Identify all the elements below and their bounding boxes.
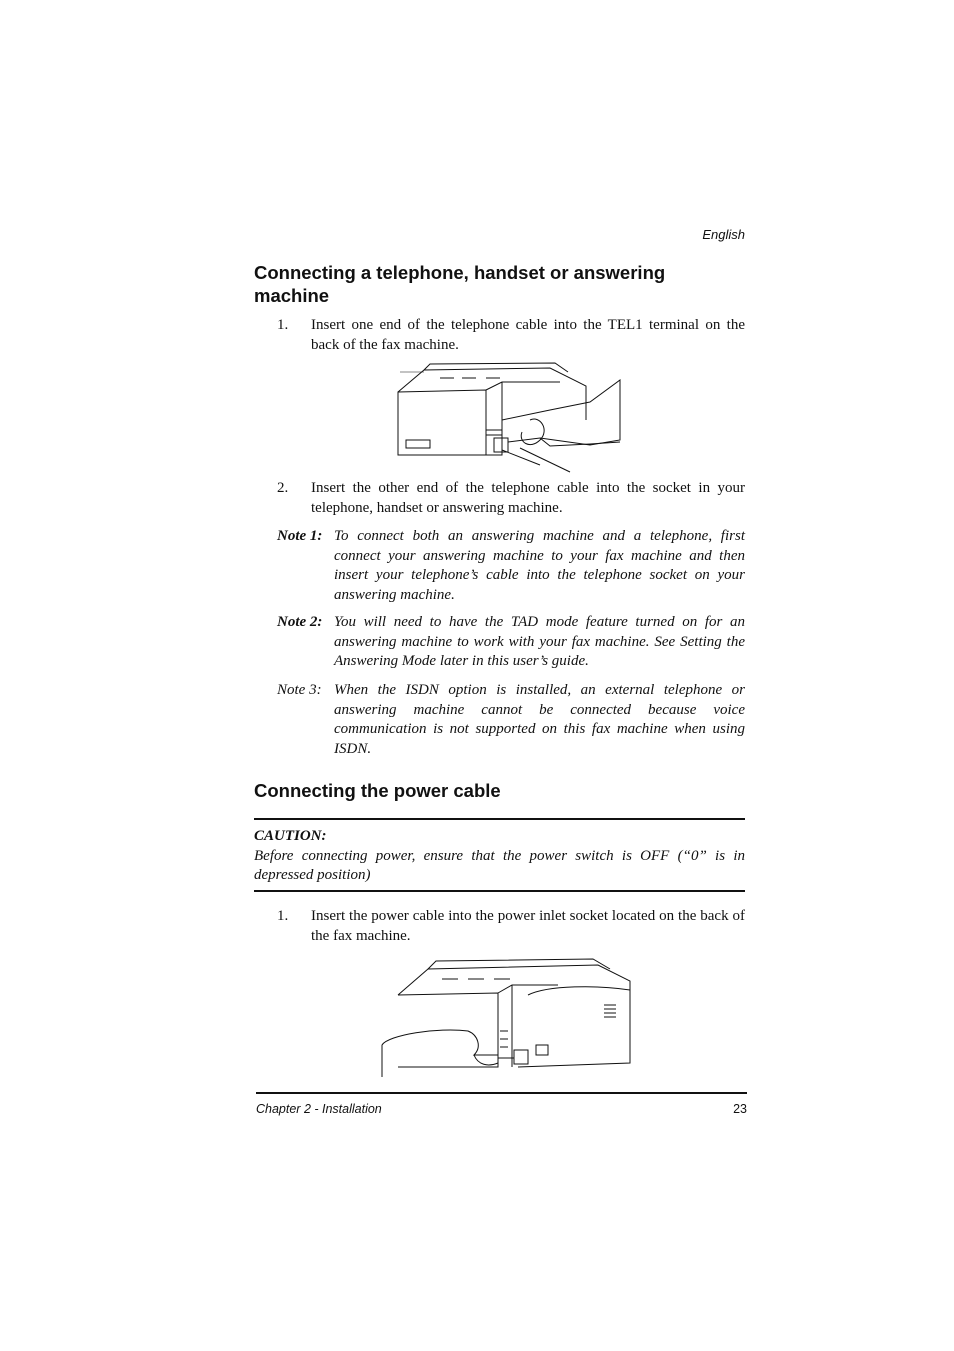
note-label: Note 3: (277, 682, 322, 698)
caution-text: Before connecting power, ensure that the power switch is OFF (“0” is in depressed position) (254, 847, 745, 883)
note-1 (277, 527, 745, 605)
note-label: Note 1: (277, 528, 323, 544)
step-number: 1. (277, 908, 289, 924)
note-text: When the ISDN option is installed, an external telephone or answering machine cannot be connected because voice communication is not supported on this fax machine when using ISDN. (334, 682, 745, 757)
step-text: Insert the power cable into the power inlet socket located on the back of the fax machine. (311, 908, 745, 944)
fax-tel1-cable-illustration (390, 360, 622, 475)
step-number: 1. (277, 317, 289, 333)
footer-chapter: Chapter 2 - Installation (256, 1102, 382, 1116)
step-2-telephone (277, 479, 745, 518)
footer-rule (256, 1092, 747, 1094)
step-number: 2. (277, 480, 289, 496)
step-1-power (277, 907, 745, 946)
caution-box (254, 818, 745, 892)
note-text: To connect both an answering machine and a telephone, first connect your answering machine to your fax machine and then insert your telephone’s cable into the telephone socket on your answering machine. (334, 528, 745, 603)
step-text: Insert one end of the telephone cable into the TEL1 terminal on the back of the fax machine. (311, 317, 745, 353)
caution-title: CAUTION: (254, 828, 327, 844)
fax-power-cable-illustration (378, 955, 634, 1077)
footer-page-number: 23 (733, 1102, 747, 1116)
step-1-telephone (277, 316, 745, 355)
step-text: Insert the other end of the telephone cable into the socket in your telephone, handset or answering machine. (311, 480, 745, 516)
note-2 (277, 613, 745, 672)
running-header-language: English (702, 227, 745, 242)
section-heading-power: Connecting the power cable (254, 780, 501, 801)
note-label: Note 2: (277, 614, 323, 630)
section-heading-telephone: Connecting a telephone, handset or answering machine (254, 262, 666, 306)
note-3 (277, 681, 745, 759)
note-text: You will need to have the TAD mode feature turned on for an answering machine to work with your fax machine. See Setting the Answering Mode later in this user’s guide. (334, 614, 745, 669)
